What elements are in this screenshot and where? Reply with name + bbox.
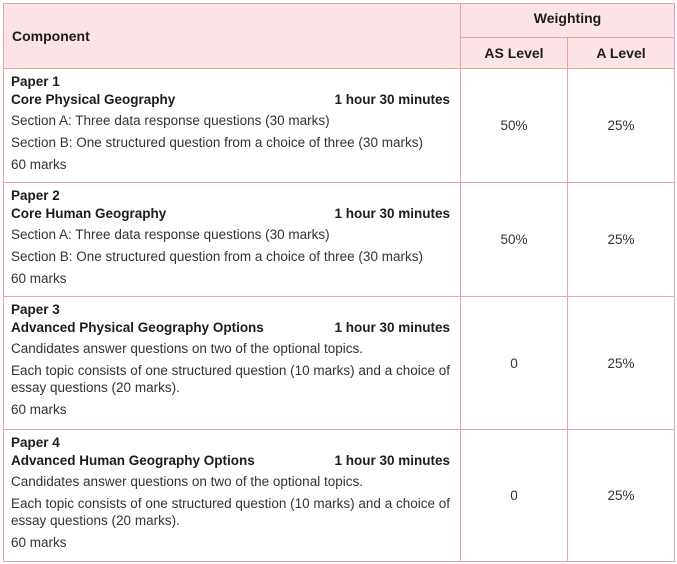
paper-marks: 60 marks xyxy=(11,402,67,417)
a-level-weight: 25% xyxy=(568,69,675,183)
table-row xyxy=(4,183,675,297)
as-level-weight: 50% xyxy=(461,69,568,183)
component-cell xyxy=(4,297,461,430)
paper-title: Core Human Geography xyxy=(11,206,167,221)
paper-detail: Section A: Three data response questions (30 marks) xyxy=(11,113,330,128)
component-cell xyxy=(4,430,461,562)
paper-duration: 1 hour 30 minutes xyxy=(334,92,450,107)
table-row xyxy=(4,69,675,183)
paper-duration: 1 hour 30 minutes xyxy=(334,453,450,468)
paper-duration: 1 hour 30 minutes xyxy=(334,206,450,221)
component-cell xyxy=(4,183,461,297)
paper-title: Core Physical Geography xyxy=(11,92,176,107)
table-row xyxy=(4,430,675,562)
paper-label: Paper 2 xyxy=(11,188,60,203)
as-level-header: AS Level xyxy=(461,38,568,69)
paper-marks: 60 marks xyxy=(11,157,67,172)
paper-marks: 60 marks xyxy=(11,271,67,286)
paper-marks: 60 marks xyxy=(11,535,67,550)
as-level-weight: 50% xyxy=(461,183,568,297)
as-level-weight: 0 xyxy=(461,430,568,562)
paper-detail: Candidates answer questions on two of the optional topics. xyxy=(11,474,363,489)
weighting-header: Weighting xyxy=(461,4,675,38)
component-header: Component xyxy=(4,4,461,69)
paper-detail: Section A: Three data response questions (30 marks) xyxy=(11,227,330,242)
paper-title: Advanced Physical Geography Options xyxy=(11,320,264,335)
a-level-header: A Level xyxy=(568,38,675,69)
paper-detail: Each topic consists of one structured question (10 marks) and a choice of essay questions (20 marks). xyxy=(11,496,450,528)
paper-detail: Each topic consists of one structured question (10 marks) and a choice of essay questions (20 marks). xyxy=(11,363,450,395)
as-level-weight: 0 xyxy=(461,297,568,430)
paper-detail: Candidates answer questions on two of the optional topics. xyxy=(11,341,363,356)
paper-detail: Section B: One structured question from a choice of three (30 marks) xyxy=(11,135,423,150)
paper-label: Paper 4 xyxy=(11,435,60,450)
paper-duration: 1 hour 30 minutes xyxy=(334,320,450,335)
a-level-weight: 25% xyxy=(568,183,675,297)
component-cell xyxy=(4,69,461,183)
a-level-weight: 25% xyxy=(568,297,675,430)
paper-detail: Section B: One structured question from a choice of three (30 marks) xyxy=(11,249,423,264)
paper-title: Advanced Human Geography Options xyxy=(11,453,255,468)
paper-label: Paper 1 xyxy=(11,74,60,89)
paper-label: Paper 3 xyxy=(11,302,60,317)
assessment-table xyxy=(3,3,675,562)
a-level-weight: 25% xyxy=(568,430,675,562)
table-row xyxy=(4,297,675,430)
